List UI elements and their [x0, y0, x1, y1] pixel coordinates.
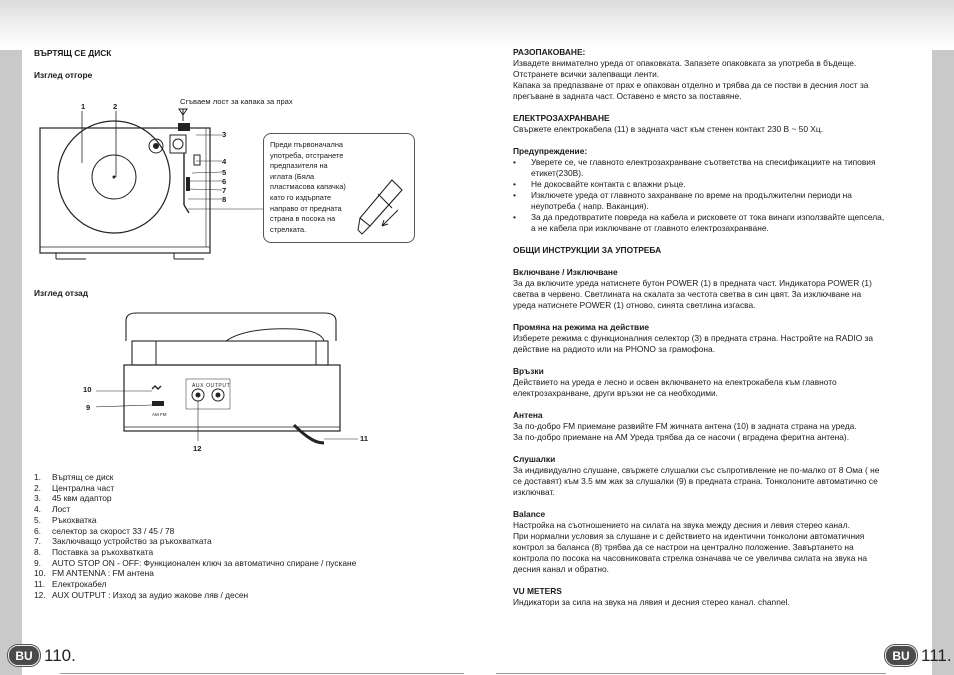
- text-line: Свържете електрокабела (11) в задната част към стенен контакт 230 В ~ 50 Хц.: [513, 124, 824, 134]
- label-8: 8: [222, 195, 227, 204]
- label-5: 5: [222, 168, 227, 177]
- text-line: За по-добро приемане на АМ Уреда трябва да се насочи ( вградена феритна антена).: [513, 432, 850, 442]
- label-10: 10: [83, 385, 92, 394]
- top-band: [0, 0, 954, 50]
- text-line: За да включите уреда натиснете бутон POWER (1) в предната част. Индикатора POWER (1): [513, 278, 872, 288]
- text-line: изключват.: [513, 487, 555, 497]
- label-1: 1: [81, 102, 86, 111]
- text-line: При нормални условия за слушане и с действието на идентични тонколони автоматичния: [513, 531, 865, 541]
- list-item: 7. Заключващо устройство за ръкохватката: [34, 536, 212, 547]
- section-heading: Антена: [513, 410, 543, 420]
- left-margin-bar: [0, 50, 22, 675]
- back-view-label: Изглед отзад: [34, 288, 89, 298]
- text-line: прегъване в задната част. Оставено е място за поставяне.: [513, 91, 742, 101]
- label-9: 9: [86, 403, 91, 412]
- text-line: За индивидуално слушане, свържете слушалки със съпротивление не по-малко от 8 Ома ( не: [513, 465, 880, 475]
- parts-list: [34, 472, 356, 600]
- page-number-right: [885, 645, 952, 666]
- text-line: десния канал и обратно.: [513, 564, 609, 574]
- text-line: контрола по посока на часовниковата стрелка означава че се увеличва силата на звука на: [513, 553, 867, 563]
- text-line: Действието на уреда е лесно и освен включването на електрокабела към главното: [513, 377, 837, 387]
- text-line: Индикатори за сила на звука на лявия и десния стерео канал. channel.: [513, 597, 790, 607]
- text-line: Капака за предпазване от прах е опакован отделно и трябва да се постви в десния лост за: [513, 80, 869, 90]
- section-heading: Слушалки: [513, 454, 556, 464]
- text-line: действие на радиото или на PHONO за грамофона.: [513, 344, 716, 354]
- power-heading: ЕЛЕКТРОЗАХРАНВАНЕ: [513, 113, 610, 123]
- footer-rule-right: [496, 673, 886, 674]
- footer-rule-left: [60, 673, 464, 674]
- label-11: 11: [360, 434, 369, 443]
- list-item: 3. 45 квм адаптор: [34, 493, 112, 504]
- text-line: Отстранете всички залепващи ленти.: [513, 69, 660, 79]
- back-view-diagram: [96, 305, 376, 455]
- list-item: 8. Поставка за ръкохватката: [34, 546, 154, 557]
- right-margin-bar: [932, 50, 954, 675]
- warning-heading: Предупреждение:: [513, 146, 588, 156]
- am-fm-label: AM FM: [152, 412, 167, 417]
- list-item: 9. AUTO STOP ON - OFF: Функционален ключ за автоматично спиране / пускане: [34, 557, 357, 568]
- label-3: 3: [222, 130, 227, 139]
- page-number-left: [8, 645, 76, 666]
- right-column: [513, 47, 923, 608]
- text-line: За по-добро FM приемане развийте FM жичната антена (10) в задната страна на уреда.: [513, 421, 857, 431]
- top-view-diagram: [36, 95, 266, 270]
- section-heading: Връзки: [513, 366, 544, 376]
- stylus-icon: [352, 176, 408, 238]
- language-badge: BU: [885, 645, 917, 666]
- text-line: Изберете режима с функционалния селектор (3) в предната страна. Настройте на RADIO за: [513, 333, 874, 343]
- text-line: контрол за баланса (8) трябва да се настрои на централно положение. Завъртането на: [513, 542, 854, 552]
- text-line: уреда натиснете POWER (1) отново, синята светлина изгасва.: [513, 300, 756, 310]
- list-item: 5. Ръкохватка: [34, 514, 97, 525]
- warning-item: • Изключете уреда от главното захранване по време на продължителни периоди на неупотреба ( напр. Ваканция).: [513, 190, 852, 211]
- list-item: 11. Електрокабел: [34, 579, 107, 590]
- list-item: 10. FM ANTENNA : FM антена: [34, 568, 154, 579]
- callout-text: Преди първоначална употреба, отстранете предпазителя на иглата (Бяла пластмасова капачка) като го издърпате направо от предната страна в посока на стрелката.: [270, 140, 346, 234]
- section-heading: Промяна на режима на действие: [513, 322, 650, 332]
- list-item: 2. Централна част: [34, 482, 115, 493]
- list-item: 12. AUX OUTPUT : Изход за аудио жакове ляв / десен: [34, 589, 249, 600]
- page-number: 111.: [921, 645, 952, 665]
- top-view-label: Изглед отгоре: [34, 70, 93, 80]
- list-item: 1. Въртящ се диск: [34, 472, 114, 482]
- text-line: електрозахранване, други връзки не са необходими.: [513, 388, 718, 398]
- unpack-heading: РАЗОПАКОВАНЕ:: [513, 47, 586, 57]
- text-line: Настройка на съотношението на силата на звука между десния и левия стерео канал.: [513, 520, 850, 530]
- text-line: светва в червено. Светлината на скалата за честота светва в син цвят. За изключване на: [513, 289, 862, 299]
- page-number: 110.: [44, 645, 76, 665]
- aux-output-label: AUX OUTPUT: [192, 383, 231, 389]
- section-heading: Balance: [513, 509, 546, 519]
- language-badge: BU: [8, 645, 40, 666]
- section-heading: VU METERS: [513, 586, 562, 596]
- lever-note: Сгъваем лост за капака за прах: [180, 97, 293, 106]
- list-item: 6. селектор за скорост 33 / 45 / 78: [34, 525, 175, 536]
- warning-item: • Не докосвайте контакта с влажни ръце.: [513, 179, 686, 189]
- text-line: Извадете внимателно уреда от опаковката. Запазете опаковката за употреба в бъдеще.: [513, 58, 857, 68]
- section-heading: Включване / Изключване: [513, 267, 618, 277]
- label-2: 2: [113, 102, 118, 111]
- warning-item: • Уверете се, че главното електрозахранване съответства на спесификациите на типовия етикет(230В).: [513, 157, 876, 178]
- list-item: 4. Лост: [34, 504, 71, 515]
- text-line: се доставят) към 3.5 мм жак за слушалки (9) в предната страна. Тонколоните автоматично се: [513, 476, 878, 486]
- label-4: 4: [222, 157, 227, 166]
- page-heading: ВЪРТЯЩ СЕ ДИСК: [34, 48, 112, 58]
- label-12: 12: [193, 444, 202, 453]
- general-heading: ОБЩИ ИНСТРУКЦИИ ЗА УПОТРЕБА: [513, 245, 662, 255]
- label-7: 7: [222, 186, 227, 195]
- label-6: 6: [222, 177, 227, 186]
- stylus-guard-callout: [263, 133, 415, 243]
- warning-item: • За да предотвратите повреда на кабела и рисковете от тока винаги използвайте щепсела, а не кабела при изключване от главното електрозахранване.: [513, 212, 885, 233]
